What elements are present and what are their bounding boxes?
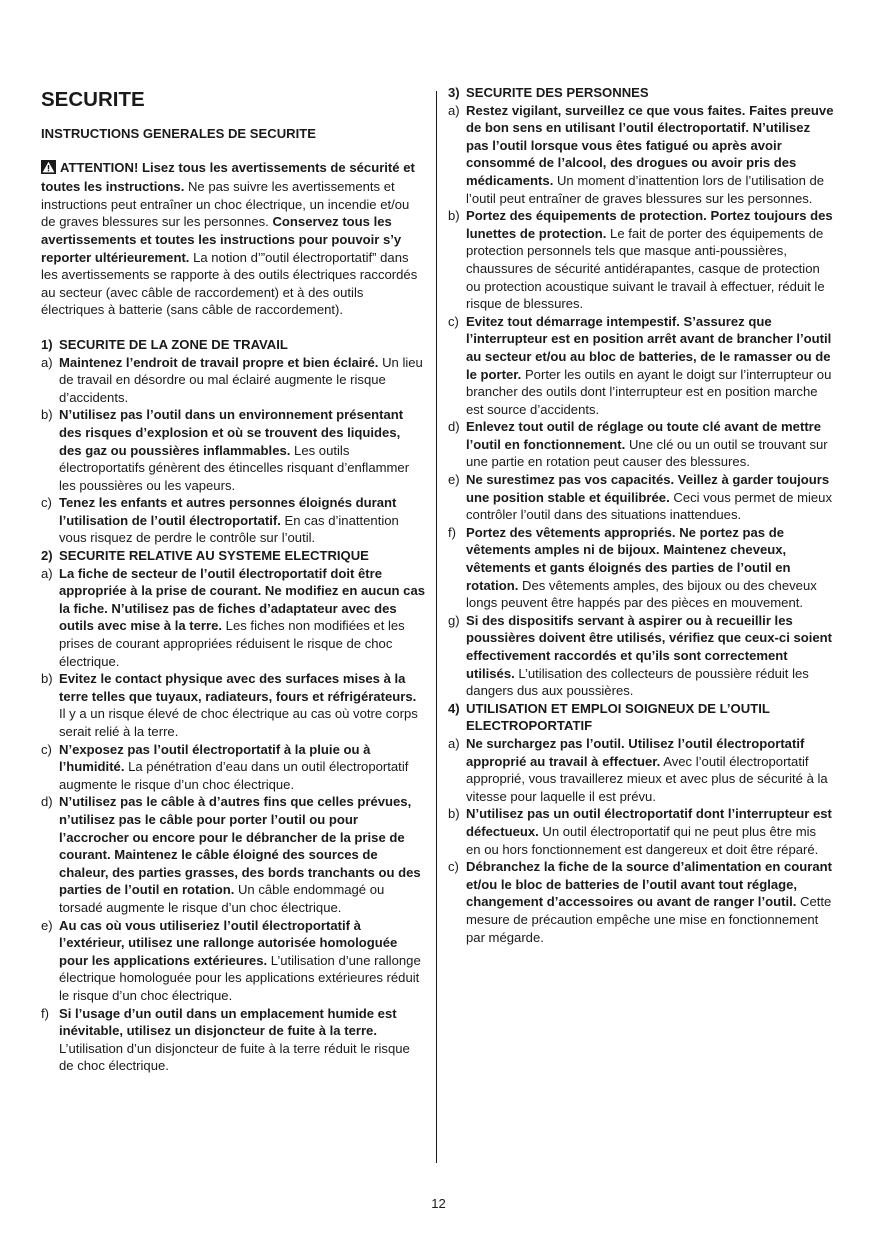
item-marker: d) <box>41 794 53 810</box>
item-bold: Si l’usage d’un outil dans un emplacement humide est inévitable, utilisez un disjoncteur de fuite à la terre. <box>59 1005 397 1039</box>
section-heading: SECURITE DE LA ZONE DE TRAVAIL <box>59 336 288 352</box>
list-item <box>448 524 834 612</box>
item-marker: f) <box>41 1005 49 1021</box>
list-item <box>41 565 426 671</box>
list-item <box>448 102 834 208</box>
list-item <box>41 1005 426 1075</box>
item-text: L’utilisation d’une rallonge électrique homologuée pour les applications extérieures réduit le risque d’un choc électrique. <box>59 952 421 1003</box>
column-divider <box>436 91 437 1163</box>
item-bold: Evitez tout démarrage intempestif. S’assurez que l’interrupteur est en position arrêt avant de brancher l’outil au secteur et/ou au bloc de batteries, de le ramasser ou de le porter. <box>466 313 832 382</box>
item-marker: d) <box>448 419 460 435</box>
item-text: Une clé ou un outil se trouvant sur une partie en rotation peut causer des blessures. <box>466 436 828 470</box>
list-item <box>448 805 834 858</box>
item-bold: Portez des vêtements appropriés. Ne portez pas de vêtements amples ni de bijoux. Maintenez cheveux, vêtements et gants éloignés des parties de l’outil en rotation. <box>466 524 791 593</box>
item-marker: a) <box>41 354 53 370</box>
section-number: 3) <box>448 85 460 100</box>
item-marker: g) <box>448 612 460 628</box>
item-bold: Restez vigilant, surveillez ce que vous faites. Faites preuve de bon sens en utilisant l’outil électroportatif. N’utilisez pas l’outil lorsque vous êtes fatigué ou après avoir consommé de l’alcool, des drogues ou avoir pris des médicaments. <box>466 102 834 188</box>
item-bold: Au cas où vous utiliseriez l’outil électroportatif à l’extérieur, utilisez une rallonge autorisée homologuée pour les applications extérieures. <box>59 917 398 968</box>
item-text: Un moment d’inattention lors de l’utilisation de l’outil peut entraîner de graves blessures sur les personnes. <box>466 172 825 206</box>
list-item <box>41 793 426 916</box>
item-bold: N’exposez pas l’outil électroportatif à la pluie ou à l’humidité. <box>59 741 371 775</box>
item-text: Porter les outils en ayant le doigt sur l’interrupteur ou brancher des outils dont l’interrupteur est en position marche est source d’accidents. <box>466 366 832 417</box>
list-item <box>41 494 426 547</box>
section-heading: SECURITE RELATIVE AU SYSTEME ELECTRIQUE <box>59 548 369 564</box>
list-item <box>448 471 834 524</box>
list-item <box>448 612 834 700</box>
item-marker: b) <box>448 806 460 822</box>
item-marker: e) <box>41 917 53 933</box>
section-title <box>448 700 834 735</box>
list-item <box>448 418 834 471</box>
item-bold: Evitez le contact physique avec des surfaces mises à la terre telles que tuyaux, radiateurs, fours et réfrigérateurs. <box>59 671 417 704</box>
item-marker: c) <box>41 741 52 757</box>
item-text: Les fiches non modifiées et les prises de courant appropriées réduisent le risque de choc électrique. <box>59 618 405 669</box>
list-item <box>41 917 426 1005</box>
item-marker: c) <box>448 859 459 875</box>
page-title: SECURITE <box>41 88 145 111</box>
item-text: La pénétration d’eau dans un outil électroportatif augmente le risque d’un choc électrique. <box>59 759 409 792</box>
item-text: Des vêtements amples, des bijoux ou des cheveux longs peuvent être happés par des pièces en mouvement. <box>466 577 817 611</box>
section-title <box>41 336 426 354</box>
item-text: Un outil électroportatif qui ne peut plus être mis en ou hors fonctionnement est dangereux et doit être réparé. <box>466 823 819 857</box>
item-text: Avec l’outil électroportatif approprié, vous travaillerez mieux et avec plus de sécurité à la vitesse pour laquelle il est prévu. <box>466 753 828 804</box>
list-item <box>41 354 426 407</box>
item-text: Les outils électroportatifs génèrent des étincelles risquant d’enflammer les poussières ou les vapeurs. <box>59 442 410 493</box>
item-marker: c) <box>448 313 459 329</box>
item-marker: a) <box>448 735 460 751</box>
item-bold: Enlevez tout outil de réglage ou toute clé avant de mettre l’outil en fonctionnement. <box>466 419 822 452</box>
item-text: L’utilisation des collecteurs de poussière réduit les dangers dus aux poussières. <box>466 665 809 699</box>
list-item <box>448 735 834 805</box>
section-title <box>448 84 834 102</box>
list-item <box>448 207 834 313</box>
item-marker: b) <box>41 407 53 423</box>
item-text: Le fait de porter des équipements de protection personnels tels que masque anti-poussières, chaussures de sécurité antidérapantes, casque de protection ou protection acoustique suivant le travail à effectuer, réduit le risque de blessures. <box>466 225 825 312</box>
item-marker: e) <box>448 472 460 488</box>
intro-text-1: Ne pas suivre les avertissements et instructions peut entraîner un choc électrique, un incendie et/ou de graves blessures sur les personnes. <box>41 179 410 230</box>
item-bold: Tenez les enfants et autres personnes éloignés durant l’utilisation de l’outil électroportatif. <box>59 495 397 528</box>
item-bold: N’utilisez pas l’outil dans un environnement présentant des risques d’explosion et où se trouvent des liquides, des gaz ou poussières inflammables. <box>59 407 404 458</box>
item-text: En cas d’inattention vous risquez de perdre le contrôle sur l’outil. <box>59 512 399 546</box>
item-bold: Débranchez la fiche de la source d’alimentation en courant et/ou le bloc de batteries de l’outil avant tout réglage, changement d’accessoires ou avant de ranger l’outil. <box>466 859 832 910</box>
item-bold: Maintenez l’endroit de travail propre et bien éclairé. <box>59 354 379 370</box>
page-subtitle: INSTRUCTIONS GENERALES DE SECURITE <box>41 126 316 141</box>
section-number: 1) <box>41 336 53 352</box>
item-text: Ceci vous permet de mieux contrôler l’outil dans des situations inattendues. <box>466 489 833 523</box>
list-item <box>448 313 834 419</box>
item-marker: a) <box>41 565 53 581</box>
section-number: 2) <box>41 548 53 564</box>
section-number: 4) <box>448 700 460 716</box>
intro-text-2: La notion d’”outil électroportatif” dans les avertissements se rapporte à des outils électriques raccordés au secteur (avec câble de raccordement) et à des outils électriques à batterie (sans câble de raccordement). <box>41 249 418 318</box>
intro-bold-2: Conservez tous les avertissements et toutes les instructions pour pouvoir s’y reporter ultérieurement. <box>41 214 402 265</box>
item-text: Un lieu de travail en désordre ou mal éclairé augmente le risque d’accidents. <box>59 354 423 405</box>
list-item <box>41 741 426 794</box>
item-bold: Si des dispositifs servant à aspirer ou à recueillir les poussières doivent être utilisés, vérifiez que ceux-ci soient effectivement raccordés et qu’ils sont correctement utilisés. <box>466 612 833 681</box>
item-bold: N’utilisez pas le câble à d’autres fins que celles prévues, n’utilisez pas le câble pour porter l’outil ou pour l’accrocher ou encore pour le débrancher de la prise de courant. Maintenez le câble éloigné des sources de chaleur, des parties grasses, des bords tranchants ou des parties de l’outil en rotation. <box>59 794 421 898</box>
item-bold: Ne surchargez pas l’outil. Utilisez l’outil électroportatif approprié au travail à effectuer. <box>466 735 805 769</box>
item-text: Un câble endommagé ou torsadé augmente le risque d’un choc électrique. <box>59 882 385 915</box>
page-number: 12 <box>431 1196 446 1211</box>
item-text: Il y a un risque élevé de choc électrique au cas où votre corps serait relié à la terre. <box>59 706 418 739</box>
item-bold: Ne surestimez pas vos capacités. Veillez à garder toujours une position stable et équilibrée. <box>466 472 830 505</box>
section-heading: SECURITE DES PERSONNES <box>466 85 649 100</box>
section-title <box>41 547 426 565</box>
item-marker: c) <box>41 495 52 511</box>
warning-triangle-icon <box>41 160 56 179</box>
list-item <box>41 406 426 494</box>
item-bold: La fiche de secteur de l’outil électroportatif doit être appropriée à la prise de courant. Ne modifiez en aucun cas la fiche. N’utilisez pas de fiches d’adaptateur avec des outils avec mise à la terre. <box>59 565 426 634</box>
item-marker: f) <box>448 524 456 540</box>
intro-bold-1: ATTENTION! Lisez tous les avertissements de sécurité et toutes les instructions. <box>41 159 415 195</box>
item-marker: b) <box>448 208 460 224</box>
item-bold: Portez des équipements de protection. Portez toujours des lunettes de protection. <box>466 208 833 241</box>
item-text: L’utilisation d’un disjoncteur de fuite à la terre réduit le risque de choc électrique. <box>59 1040 410 1074</box>
right-column <box>448 84 834 946</box>
intro-paragraph <box>41 159 426 319</box>
list-item <box>448 858 834 946</box>
item-marker: b) <box>41 671 53 687</box>
item-text: Cette mesure de précaution empêche une mise en fonctionnement par mégarde. <box>466 894 832 945</box>
list-item <box>41 670 426 740</box>
item-bold: N’utilisez pas un outil électroportatif dont l’interrupteur est défectueux. <box>466 806 832 839</box>
left-column <box>41 84 426 1075</box>
section-heading: UTILISATION ET EMPLOI SOIGNEUX DE L’OUTIL ELECTROPORTATIF <box>466 700 770 734</box>
item-marker: a) <box>448 102 460 118</box>
